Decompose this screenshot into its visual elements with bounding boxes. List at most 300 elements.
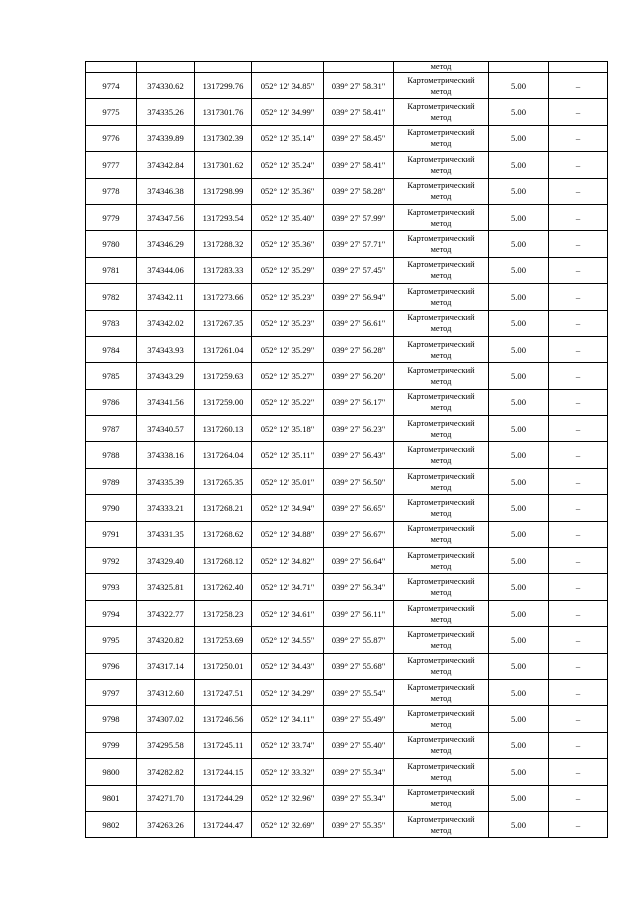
cell-note: –: [549, 785, 608, 811]
cell-latitude: 052° 12' 34.99": [252, 99, 324, 125]
method-line-1: Картометрический: [407, 709, 475, 719]
cell-note: –: [549, 73, 608, 99]
method-line-2: метод: [430, 350, 452, 360]
table-row: [86, 442, 608, 468]
cell-note: –: [549, 653, 608, 679]
method-line-1: Картометрический: [407, 339, 475, 349]
cell-longitude: 039° 27' 56.64": [324, 548, 394, 574]
cell-note: –: [549, 336, 608, 362]
table-row: [86, 73, 608, 99]
cell-x: 374340.57: [137, 416, 195, 442]
table-row: [86, 204, 608, 230]
cell-point-number: 9777: [86, 152, 137, 178]
table-row: [86, 785, 608, 811]
cell-note: –: [549, 125, 608, 151]
cell-empty: [489, 62, 549, 73]
cell-accuracy: 5.00: [489, 257, 549, 283]
cell-y: 1317302.39: [195, 125, 252, 151]
cell-note: –: [549, 732, 608, 758]
cell-latitude: 052° 12' 34.29": [252, 679, 324, 705]
cell-x: 374330.62: [137, 73, 195, 99]
cell-x: 374339.89: [137, 125, 195, 151]
cell-note: –: [549, 811, 608, 837]
method-line-1: Картометрический: [407, 102, 475, 112]
table-row: [86, 284, 608, 310]
cell-point-number: 9776: [86, 125, 137, 151]
cell-note: –: [549, 495, 608, 521]
cell-longitude: 039° 27' 55.35": [324, 811, 394, 837]
method-line-1: Картометрический: [407, 181, 475, 191]
cell-accuracy: 5.00: [489, 125, 549, 151]
cell-longitude: 039° 27' 56.34": [324, 574, 394, 600]
cell-y: 1317244.47: [195, 811, 252, 837]
cell-accuracy: 5.00: [489, 231, 549, 257]
cell-note: –: [549, 178, 608, 204]
method-line-1: Картометрический: [407, 365, 475, 375]
cell-y: 1317288.32: [195, 231, 252, 257]
cell-accuracy: 5.00: [489, 389, 549, 415]
method-line-2: метод: [430, 376, 452, 386]
cell-point-number: 9789: [86, 468, 137, 494]
table-row: [86, 574, 608, 600]
method-line-2: метод: [430, 456, 452, 466]
cell-x: 374342.11: [137, 284, 195, 310]
cell-method: [394, 363, 489, 389]
cell-method: [394, 495, 489, 521]
cell-note: –: [549, 416, 608, 442]
cell-method: [394, 231, 489, 257]
cell-y: 1317262.40: [195, 574, 252, 600]
cell-note: –: [549, 442, 608, 468]
cell-accuracy: 5.00: [489, 600, 549, 626]
cell-accuracy: 5.00: [489, 653, 549, 679]
method-line-2: метод: [430, 561, 452, 571]
cell-accuracy: 5.00: [489, 363, 549, 389]
cell-latitude: 052° 12' 34.94": [252, 495, 324, 521]
cell-longitude: 039° 27' 56.50": [324, 468, 394, 494]
cell-y: 1317293.54: [195, 204, 252, 230]
method-line-1: Картометрический: [407, 471, 475, 481]
cell-accuracy: 5.00: [489, 627, 549, 653]
cell-longitude: 039° 27' 57.45": [324, 257, 394, 283]
cell-note: –: [549, 468, 608, 494]
cell-longitude: 039° 27' 56.65": [324, 495, 394, 521]
cell-longitude: 039° 27' 58.45": [324, 125, 394, 151]
table-row: [86, 336, 608, 362]
cell-accuracy: 5.00: [489, 442, 549, 468]
table-row: [86, 178, 608, 204]
table-row: [86, 521, 608, 547]
table-row: [86, 99, 608, 125]
method-line-1: Картометрический: [407, 761, 475, 771]
cell-note: –: [549, 363, 608, 389]
cell-latitude: 052° 12' 35.27": [252, 363, 324, 389]
cell-point-number: 9798: [86, 706, 137, 732]
table-row: [86, 231, 608, 257]
cell-accuracy: 5.00: [489, 495, 549, 521]
cell-x: 374344.06: [137, 257, 195, 283]
cell-empty: [86, 62, 137, 73]
cell-latitude: 052° 12' 35.36": [252, 178, 324, 204]
cell-point-number: 9781: [86, 257, 137, 283]
cell-y: 1317301.76: [195, 99, 252, 125]
table-row: [86, 627, 608, 653]
cell-y: 1317268.62: [195, 521, 252, 547]
cell-note: –: [549, 548, 608, 574]
cell-y: 1317265.35: [195, 468, 252, 494]
cell-accuracy: 5.00: [489, 785, 549, 811]
method-line-2: метод: [430, 165, 452, 175]
cell-latitude: 052° 12' 34.11": [252, 706, 324, 732]
cell-y: 1317268.12: [195, 548, 252, 574]
cell-x: 374346.29: [137, 231, 195, 257]
cell-y: 1317301.62: [195, 152, 252, 178]
cell-x: 374295.58: [137, 732, 195, 758]
cell-x: 374343.93: [137, 336, 195, 362]
cell-x: 374331.35: [137, 521, 195, 547]
method-line-1: Картометрический: [407, 313, 475, 323]
table-body: [86, 62, 608, 838]
cell-method: [394, 468, 489, 494]
method-line-1: Картометрический: [407, 735, 475, 745]
method-line-2: метод: [430, 772, 452, 782]
cell-longitude: 039° 27' 55.49": [324, 706, 394, 732]
method-line-1: Картометрический: [407, 207, 475, 217]
cell-accuracy: 5.00: [489, 732, 549, 758]
cell-accuracy: 5.00: [489, 759, 549, 785]
cell-latitude: 052° 12' 35.23": [252, 284, 324, 310]
cell-method: [394, 548, 489, 574]
method-line-1: Картометрический: [407, 260, 475, 270]
cell-latitude: 052° 12' 35.29": [252, 336, 324, 362]
cell-point-number: 9787: [86, 416, 137, 442]
method-line-1: Картометрический: [407, 577, 475, 587]
cell-note: –: [549, 679, 608, 705]
cell-y: 1317259.00: [195, 389, 252, 415]
cell-y: 1317259.63: [195, 363, 252, 389]
method-line-1: Картометрический: [407, 392, 475, 402]
method-line-2: метод: [430, 693, 452, 703]
cell-x: 374342.02: [137, 310, 195, 336]
cell-latitude: 052° 12' 34.88": [252, 521, 324, 547]
method-line-1: Картометрический: [407, 788, 475, 798]
method-line-2: метод: [430, 746, 452, 756]
table-row: [86, 257, 608, 283]
cell-point-number: 9786: [86, 389, 137, 415]
cell-method-tail: метод: [394, 62, 489, 73]
table-row: [86, 600, 608, 626]
table-row-continued: [86, 62, 608, 73]
cell-point-number: 9801: [86, 785, 137, 811]
cell-y: 1317253.69: [195, 627, 252, 653]
cell-y: 1317299.76: [195, 73, 252, 99]
method-line-1: Картометрический: [407, 75, 475, 85]
cell-latitude: 052° 12' 35.14": [252, 125, 324, 151]
cell-empty: [549, 62, 608, 73]
cell-note: –: [549, 310, 608, 336]
cell-accuracy: 5.00: [489, 336, 549, 362]
cell-x: 374347.56: [137, 204, 195, 230]
method-line-2: метод: [430, 324, 452, 334]
cell-longitude: 039° 27' 55.34": [324, 759, 394, 785]
cell-x: 374329.40: [137, 548, 195, 574]
cell-method: [394, 600, 489, 626]
cell-x: 374322.77: [137, 600, 195, 626]
table-row: [86, 679, 608, 705]
cell-x: 374282.82: [137, 759, 195, 785]
method-line-2: метод: [430, 271, 452, 281]
cell-latitude: 052° 12' 35.24": [252, 152, 324, 178]
method-line-2: метод: [430, 403, 452, 413]
cell-longitude: 039° 27' 56.67": [324, 521, 394, 547]
method-line-1: Картометрический: [407, 524, 475, 534]
cell-y: 1317260.13: [195, 416, 252, 442]
cell-y: 1317273.66: [195, 284, 252, 310]
cell-longitude: 039° 27' 56.20": [324, 363, 394, 389]
cell-x: 374271.70: [137, 785, 195, 811]
cell-point-number: 9790: [86, 495, 137, 521]
method-line-2: метод: [430, 86, 452, 96]
cell-y: 1317250.01: [195, 653, 252, 679]
cell-longitude: 039° 27' 55.68": [324, 653, 394, 679]
cell-latitude: 052° 12' 35.01": [252, 468, 324, 494]
method-line-1: Картометрический: [407, 629, 475, 639]
cell-x: 374338.16: [137, 442, 195, 468]
cell-method: [394, 204, 489, 230]
cell-latitude: 052° 12' 35.18": [252, 416, 324, 442]
cell-longitude: 039° 27' 56.28": [324, 336, 394, 362]
method-line-2: метод: [430, 245, 452, 255]
cell-accuracy: 5.00: [489, 468, 549, 494]
cell-point-number: 9788: [86, 442, 137, 468]
cell-longitude: 039° 27' 58.28": [324, 178, 394, 204]
method-line-1: Картометрический: [407, 603, 475, 613]
method-line-1: Картометрический: [407, 234, 475, 244]
method-line-2: метод: [430, 482, 452, 492]
cell-method: [394, 284, 489, 310]
cell-method: [394, 574, 489, 600]
cell-longitude: 039° 27' 55.40": [324, 732, 394, 758]
cell-longitude: 039° 27' 56.17": [324, 389, 394, 415]
cell-latitude: 052° 12' 35.23": [252, 310, 324, 336]
cell-latitude: 052° 12' 34.55": [252, 627, 324, 653]
cell-latitude: 052° 12' 34.61": [252, 600, 324, 626]
method-line-2: метод: [430, 825, 452, 835]
cell-point-number: 9774: [86, 73, 137, 99]
method-line-1: Картометрический: [407, 656, 475, 666]
method-line-2: метод: [430, 667, 452, 677]
cell-method: [394, 389, 489, 415]
cell-note: –: [549, 152, 608, 178]
cell-x: 374342.84: [137, 152, 195, 178]
cell-x: 374343.29: [137, 363, 195, 389]
method-line-2: метод: [430, 297, 452, 307]
cell-y: 1317246.56: [195, 706, 252, 732]
method-line-1: Картометрический: [407, 154, 475, 164]
method-line-1: Картометрический: [407, 550, 475, 560]
cell-note: –: [549, 231, 608, 257]
cell-point-number: 9784: [86, 336, 137, 362]
cell-x: 374307.02: [137, 706, 195, 732]
cell-method: [394, 732, 489, 758]
method-line-2: метод: [430, 535, 452, 545]
method-line-2: метод: [430, 720, 452, 730]
cell-method: [394, 653, 489, 679]
cell-latitude: 052° 12' 34.82": [252, 548, 324, 574]
cell-longitude: 039° 27' 56.94": [324, 284, 394, 310]
cell-point-number: 9785: [86, 363, 137, 389]
cell-method: [394, 811, 489, 837]
cell-method: [394, 785, 489, 811]
cell-point-number: 9802: [86, 811, 137, 837]
cell-point-number: 9793: [86, 574, 137, 600]
cell-method: [394, 521, 489, 547]
cell-longitude: 039° 27' 55.54": [324, 679, 394, 705]
cell-y: 1317245.11: [195, 732, 252, 758]
table-row: [86, 468, 608, 494]
cell-longitude: 039° 27' 57.71": [324, 231, 394, 257]
cell-method: [394, 336, 489, 362]
cell-empty: [195, 62, 252, 73]
cell-accuracy: 5.00: [489, 284, 549, 310]
cell-y: 1317261.04: [195, 336, 252, 362]
cell-point-number: 9783: [86, 310, 137, 336]
cell-x: 374325.81: [137, 574, 195, 600]
cell-x: 374312.60: [137, 679, 195, 705]
table-row: [86, 653, 608, 679]
cell-latitude: 052° 12' 34.71": [252, 574, 324, 600]
method-line-2: метод: [430, 139, 452, 149]
method-line-2: метод: [430, 614, 452, 624]
cell-point-number: 9795: [86, 627, 137, 653]
cell-note: –: [549, 600, 608, 626]
cell-point-number: 9800: [86, 759, 137, 785]
method-line-2: метод: [430, 113, 452, 123]
cell-x: 374341.56: [137, 389, 195, 415]
cell-note: –: [549, 706, 608, 732]
cell-longitude: 039° 27' 58.41": [324, 152, 394, 178]
cell-y: 1317244.15: [195, 759, 252, 785]
method-line-2: метод: [430, 508, 452, 518]
cell-y: 1317264.04: [195, 442, 252, 468]
method-line-2: метод: [430, 588, 452, 598]
method-line-1: Картометрический: [407, 445, 475, 455]
cell-longitude: 039° 27' 58.31": [324, 73, 394, 99]
method-line-2: метод: [430, 640, 452, 650]
cell-point-number: 9778: [86, 178, 137, 204]
table-row: [86, 125, 608, 151]
cell-method: [394, 310, 489, 336]
table-row: [86, 811, 608, 837]
cell-method: [394, 73, 489, 99]
method-line-2: метод: [430, 799, 452, 809]
cell-accuracy: 5.00: [489, 73, 549, 99]
cell-x: 374317.14: [137, 653, 195, 679]
cell-accuracy: 5.00: [489, 416, 549, 442]
cell-latitude: 052° 12' 34.43": [252, 653, 324, 679]
cell-accuracy: 5.00: [489, 548, 549, 574]
cell-point-number: 9799: [86, 732, 137, 758]
cell-x: 374335.26: [137, 99, 195, 125]
cell-point-number: 9779: [86, 204, 137, 230]
table-row: [86, 732, 608, 758]
cell-latitude: 052° 12' 35.22": [252, 389, 324, 415]
table-row: [86, 706, 608, 732]
cell-x: 374263.26: [137, 811, 195, 837]
cell-note: –: [549, 389, 608, 415]
method-line-1: Картометрический: [407, 682, 475, 692]
cell-accuracy: 5.00: [489, 310, 549, 336]
cell-latitude: 052° 12' 33.32": [252, 759, 324, 785]
cell-method: [394, 442, 489, 468]
cell-method: [394, 178, 489, 204]
table-row: [86, 495, 608, 521]
method-line-2: метод: [430, 192, 452, 202]
table-row: [86, 548, 608, 574]
cell-empty: [324, 62, 394, 73]
cell-empty: [252, 62, 324, 73]
cell-note: –: [549, 99, 608, 125]
cell-latitude: 052° 12' 35.11": [252, 442, 324, 468]
cell-method: [394, 627, 489, 653]
cell-point-number: 9791: [86, 521, 137, 547]
cell-point-number: 9782: [86, 284, 137, 310]
method-line-1: Картометрический: [407, 418, 475, 428]
cell-y: 1317244.29: [195, 785, 252, 811]
cell-longitude: 039° 27' 58.41": [324, 99, 394, 125]
cell-latitude: 052° 12' 35.36": [252, 231, 324, 257]
cell-accuracy: 5.00: [489, 679, 549, 705]
cell-point-number: 9775: [86, 99, 137, 125]
cell-latitude: 052° 12' 33.74": [252, 732, 324, 758]
method-line-1: Картометрический: [407, 286, 475, 296]
cell-method: [394, 125, 489, 151]
cell-point-number: 9794: [86, 600, 137, 626]
cell-latitude: 052° 12' 35.29": [252, 257, 324, 283]
cell-latitude: 052° 12' 35.40": [252, 204, 324, 230]
table-row: [86, 152, 608, 178]
cell-accuracy: 5.00: [489, 178, 549, 204]
method-line-1: Картометрический: [407, 814, 475, 824]
cell-method: [394, 257, 489, 283]
cell-note: –: [549, 759, 608, 785]
cell-latitude: 052° 12' 34.85": [252, 73, 324, 99]
table-row: [86, 310, 608, 336]
cell-note: –: [549, 284, 608, 310]
cell-method: [394, 99, 489, 125]
table-row: [86, 759, 608, 785]
cell-note: –: [549, 204, 608, 230]
cell-longitude: 039° 27' 55.87": [324, 627, 394, 653]
cell-point-number: 9780: [86, 231, 137, 257]
cell-x: 374320.82: [137, 627, 195, 653]
cell-accuracy: 5.00: [489, 521, 549, 547]
cell-y: 1317247.51: [195, 679, 252, 705]
cell-longitude: 039° 27' 55.34": [324, 785, 394, 811]
cell-point-number: 9792: [86, 548, 137, 574]
method-line-1: Картометрический: [407, 497, 475, 507]
cell-accuracy: 5.00: [489, 152, 549, 178]
cell-y: 1317268.21: [195, 495, 252, 521]
table-row: [86, 389, 608, 415]
cell-longitude: 039° 27' 56.23": [324, 416, 394, 442]
method-line-1: Картометрический: [407, 128, 475, 138]
cell-accuracy: 5.00: [489, 99, 549, 125]
cell-note: –: [549, 521, 608, 547]
table-row: [86, 416, 608, 442]
cell-longitude: 039° 27' 56.43": [324, 442, 394, 468]
cell-latitude: 052° 12' 32.96": [252, 785, 324, 811]
